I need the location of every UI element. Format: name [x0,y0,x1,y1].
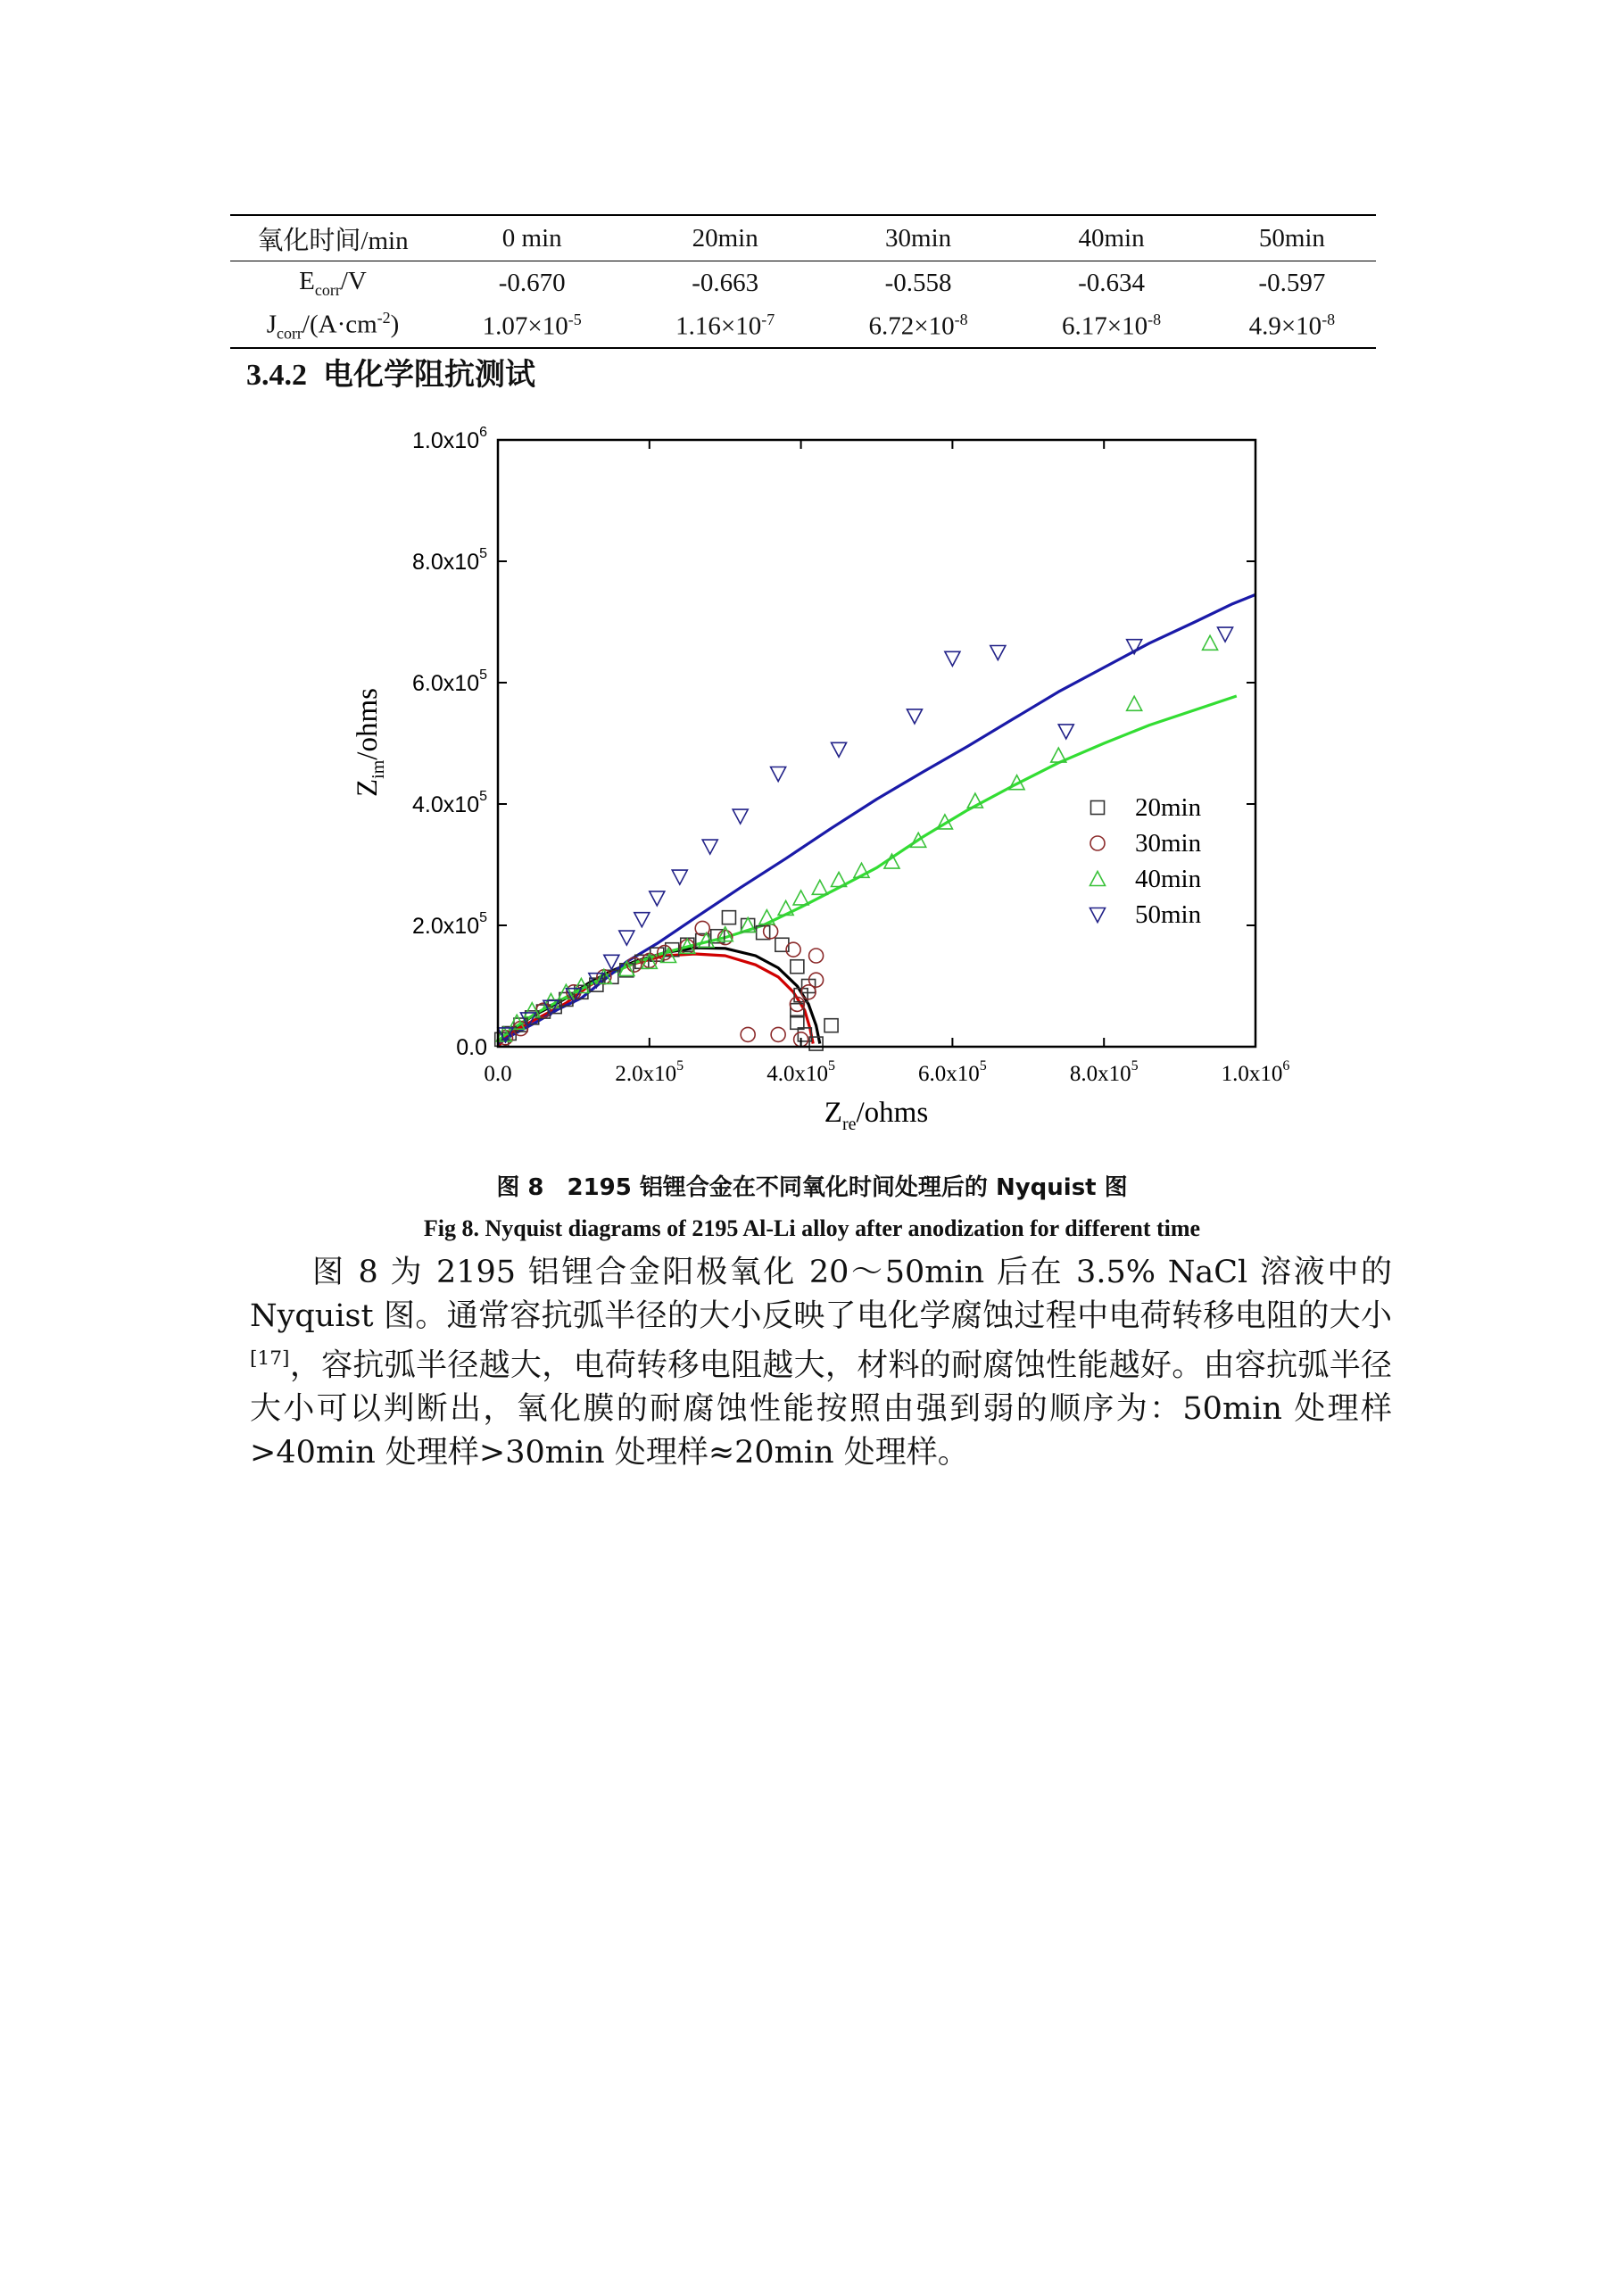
reference-marker: [17] [250,1347,290,1370]
data-point-40min [854,863,869,877]
data-point-30min [741,1027,755,1041]
table-cell: $6.17\times 10^{-8}$ [1015,304,1207,348]
y-tick-label: $6.0x10^5$ [412,667,487,696]
table-header-cell: 20min [628,215,821,261]
data-point-30min [695,921,709,935]
data-point-20min [802,980,816,993]
data-point-20min [798,1028,811,1041]
figure-caption-cn: 图 8 2195 铝锂合金在不同氧化时间处理后的 Nyquist 图 [496,1174,1128,1201]
x-tick-label: $8.0x10^5$ [1069,1058,1139,1086]
table-header-row [230,215,1376,261]
data-point-20min [559,992,573,1006]
data-point-20min [722,911,735,924]
row-label-jcorr: $J_{corr}/(A\cdot cm^{-2})$ [230,304,435,348]
30min-fit-curve [498,954,813,1047]
y-tick-label: $8.0x10^5$ [412,546,487,575]
data-point-20min [809,1037,823,1050]
legend-marker [1090,872,1106,886]
data-point-30min [809,949,824,963]
50min-fit-curve [498,594,1255,1043]
data-point-40min [793,891,808,905]
data-point-30min [498,1031,512,1045]
data-point-20min [635,955,649,968]
data-point-40min [832,873,847,887]
data-point-50min [619,931,634,945]
legend-label: 20min [1135,793,1202,822]
data-point-40min [1127,696,1142,710]
data-point-40min [967,793,982,808]
table-header-cell: 40min [1015,215,1207,261]
data-point-40min [574,979,589,993]
data-point-40min [525,1003,540,1017]
table-row-jcorr [230,304,1376,348]
data-point-20min [696,934,709,948]
data-point-30min [567,985,581,999]
data-point-20min [791,1004,804,1017]
data-point-50min [702,840,717,854]
y-tick-label: $2.0x10^5$ [412,910,487,939]
data-point-20min [620,964,634,977]
data-point-20min [757,926,770,940]
paragraph-text: 图 8 为 2195 铝锂合金阳极氧化 20～50min 后在 3.5% NaCl 溶液中的 Nyquist 图。通常容抗弧半径的大小反映了电化学腐蚀过程中电荷转移电阻的大小 [250,1255,1392,1334]
data-point-40min [1203,635,1218,650]
section-title: 电化学阻抗测试 [323,357,535,393]
data-points [495,627,1233,1050]
data-point-50min [945,651,960,666]
table-row-ecorr [230,261,1376,305]
data-point-20min [666,943,679,957]
data-point-20min [536,1005,550,1018]
data-point-30min [809,973,824,987]
40min-fit-curve [498,696,1237,1040]
data-point-20min [711,930,725,943]
data-point-40min [937,815,952,829]
data-point-40min [559,984,574,999]
data-point-40min [496,1027,511,1041]
data-point-30min [790,997,804,1011]
fit-curves [498,594,1255,1047]
x-tick-label: $6.0x10^5$ [918,1058,987,1086]
table-header-cell: 氧化时间/min [230,215,435,261]
figure-caption-en: Fig 8. Nyquist diagrams of 2195 Al-Li alloy after anodization for different time [423,1215,1201,1241]
data-point-50min [832,742,847,757]
data-point-20min [791,960,804,974]
axis-ticks [498,440,1255,1047]
data-point-30min [794,1032,808,1047]
data-point-50min [650,891,665,906]
data-point-50min [589,974,604,988]
x-axis-label: $Z_{re}$/ohms [824,1097,929,1134]
legend-marker [1090,908,1106,923]
x-tick-label: $4.0x10^5$ [766,1058,835,1086]
data-point-40min [884,854,899,868]
data-point-40min [510,1015,525,1029]
data-point-30min [718,931,733,945]
data-point-20min [590,978,603,991]
table-cell: $6.72\times 10^{-8}$ [822,304,1015,348]
data-point-20min [526,1011,539,1024]
data-point-40min [759,910,775,924]
table-header-cell: 50min [1208,215,1376,261]
data-point-40min [1009,775,1024,790]
data-point-40min [596,969,611,983]
data-point-20min [794,989,808,1002]
table-cell: -0.597 [1258,268,1326,297]
table-cell: -0.663 [692,268,759,297]
plot-frame [498,440,1255,1047]
data-point-40min [1051,748,1066,762]
data-point-50min [566,989,581,1003]
data-point-50min [604,955,619,969]
section-number: 3.4.2 [246,359,307,392]
legend-label: 30min [1135,829,1202,858]
data-point-30min [680,940,694,954]
y-axis-label: $Z_{im}$/ohms [352,688,388,797]
legend-marker [1091,801,1105,815]
data-point-20min [742,919,755,932]
data-point-20min [502,1027,516,1040]
data-point-40min [619,961,634,975]
legend-label: 50min [1135,900,1202,929]
data-point-50min [672,870,687,884]
data-point-40min [642,954,657,968]
data-point-40min [812,880,827,894]
data-point-30min [771,1027,785,1041]
data-point-30min [801,985,816,999]
data-point-20min [575,985,588,999]
table-cell: -0.670 [498,268,566,297]
data-point-50min [771,767,786,782]
data-point-50min [543,1000,559,1015]
data-point-20min [775,938,789,951]
row-label-ecorr: $E_{corr}/V$ [299,266,367,299]
data-point-40min [778,900,793,915]
x-tick-label: $2.0x10^5$ [615,1058,684,1086]
table-cell: -0.558 [884,268,952,297]
table-cell: -0.634 [1078,268,1145,297]
table-cell: $1.16\times 10^{-7}$ [628,304,821,348]
paragraph-text: ，容抗弧半径越大，电荷转移电阻越大，材料的耐腐蚀性能越好。由容抗弧半径大小可以判断出，氧化膜的耐腐蚀性能按照由强到弱的顺序为：50min 处理样>40min 处理样>30min 处理样≈20min 处理样。 [250,1347,1392,1471]
data-point-20min [548,1000,561,1014]
table-cell: $4.9\times 10^{-8}$ [1208,304,1376,348]
data-point-50min [1127,640,1142,654]
data-point-50min [1058,725,1073,739]
section-heading [246,350,535,394]
x-tick-label: $1.0x10^6$ [1221,1058,1290,1086]
table-header-cell: 30min [822,215,1015,261]
data-point-20min [605,970,618,983]
data-point-50min [520,1013,535,1027]
data-point-50min [498,1028,513,1042]
table-cell: $1.07\times 10^{-5}$ [435,304,628,348]
data-point-30min [764,924,778,939]
y-tick-label: $4.0x10^5$ [412,789,487,817]
legend [1090,793,1202,929]
data-point-30min [786,942,800,957]
data-point-20min [681,938,694,951]
data-point-40min [717,927,733,941]
y-tick-labels [412,425,487,1060]
y-tick-label: 0.0 [456,1035,487,1060]
x-tick-labels [484,1058,1289,1086]
data-point-20min [791,1015,804,1029]
data-point-30min [658,946,672,960]
data-point-30min [642,953,657,967]
data-point-20min [824,1019,838,1032]
data-point-30min [627,957,642,972]
data-point-20min [650,948,664,961]
data-point-50min [1218,627,1233,642]
data-point-40min [741,918,756,932]
data-point-40min [661,949,676,963]
data-point-50min [733,809,748,824]
data-point-20min [514,1018,527,1032]
data-point-50min [990,646,1006,660]
data-point-30min [513,1022,527,1036]
data-point-40min [911,833,926,847]
data-point-30min [536,1003,551,1017]
x-tick-label: 0.0 [484,1062,512,1086]
data-point-40min [543,994,559,1008]
data-point-30min [597,970,611,984]
data-point-50min [634,913,650,927]
y-tick-label: $1.0x10^6$ [412,425,487,453]
20min-fit-curve [498,948,820,1047]
legend-marker [1090,836,1105,850]
data-point-40min [680,939,695,953]
body-paragraph [250,1251,1392,1474]
data-point-20min [495,1032,509,1046]
table-header-cell: 0 min [435,215,628,261]
data-point-40min [699,933,714,948]
corrosion-parameters-table [230,214,1376,349]
legend-label: 40min [1135,865,1202,893]
data-point-50min [907,709,922,724]
